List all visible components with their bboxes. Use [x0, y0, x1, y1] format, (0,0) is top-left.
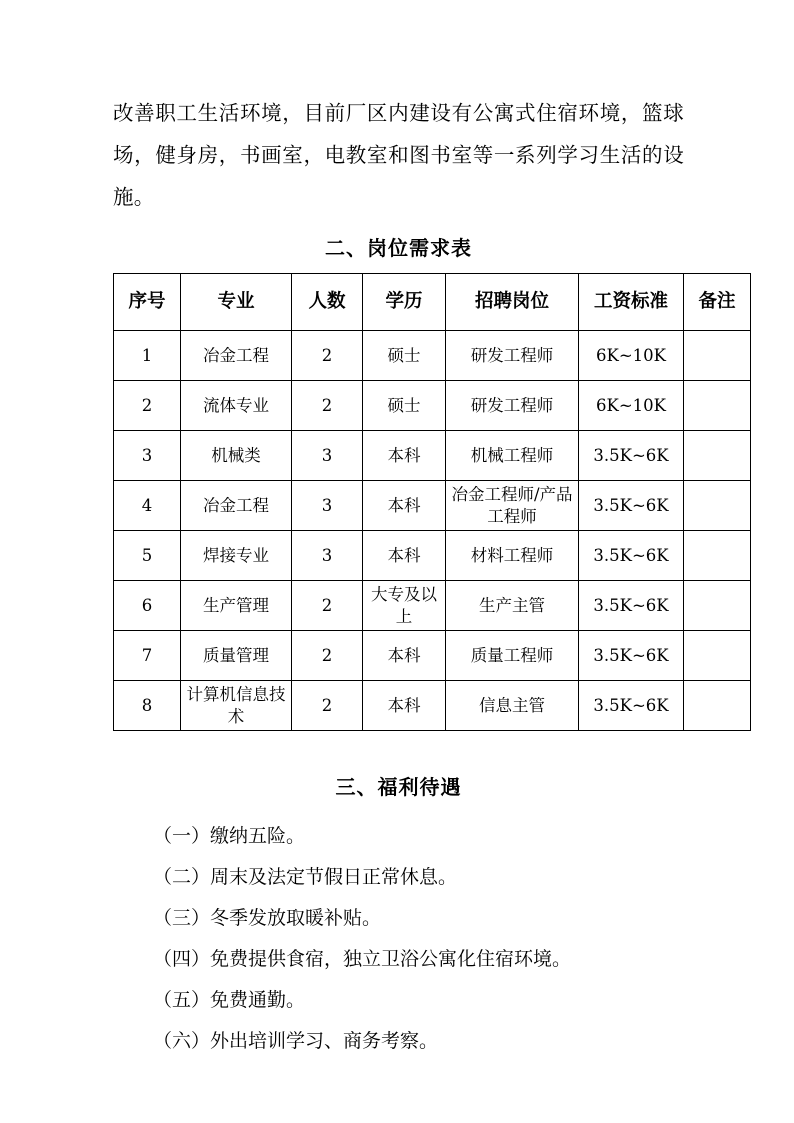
cell-salary: 3.5K~6K — [579, 581, 684, 631]
cell-salary: 6K~10K — [579, 331, 684, 381]
cell-remark — [684, 381, 751, 431]
cell-remark — [684, 681, 751, 731]
cell-major: 流体专业 — [181, 381, 292, 431]
table-body — [114, 331, 751, 731]
table-row — [114, 331, 751, 381]
cell-post: 材料工程师 — [446, 531, 579, 581]
cell-major: 计算机信息技术 — [181, 681, 292, 731]
benefit-item: （四）免费提供食宿，独立卫浴公寓化住宿环境。 — [153, 948, 572, 970]
cell-remark — [684, 431, 751, 481]
cell-major: 冶金工程 — [181, 481, 292, 531]
cell-education: 硕士 — [363, 331, 446, 381]
job-requirements-table — [113, 273, 751, 731]
benefit-item: （二）周末及法定节假日正常休息。 — [153, 866, 458, 888]
cell-count: 3 — [292, 481, 363, 531]
cell-count: 2 — [292, 581, 363, 631]
benefit-item: （五）免费通勤。 — [153, 989, 306, 1011]
cell-salary: 3.5K~6K — [579, 481, 684, 531]
section-title-job-table: 二、岗位需求表 — [325, 236, 472, 260]
cell-education: 本科 — [363, 631, 446, 681]
cell-major: 焊接专业 — [181, 531, 292, 581]
table-row — [114, 581, 751, 631]
cell-post: 研发工程师 — [446, 381, 579, 431]
cell-count: 2 — [292, 331, 363, 381]
cell-salary: 3.5K~6K — [579, 631, 684, 681]
cell-post: 质量工程师 — [446, 631, 579, 681]
cell-remark — [684, 631, 751, 681]
cell-remark — [684, 331, 751, 381]
header-education: 学历 — [363, 274, 446, 331]
cell-major: 质量管理 — [181, 631, 292, 681]
header-count: 人数 — [292, 274, 363, 331]
cell-remark — [684, 481, 751, 531]
header-no: 序号 — [114, 274, 181, 331]
cell-education: 本科 — [363, 531, 446, 581]
benefit-item: （三）冬季发放取暖补贴。 — [153, 907, 382, 929]
cell-no: 5 — [114, 531, 181, 581]
cell-major: 机械类 — [181, 431, 292, 481]
cell-count: 2 — [292, 381, 363, 431]
cell-remark — [684, 581, 751, 631]
cell-post: 冶金工程师/产品工程师 — [446, 481, 579, 531]
cell-post: 机械工程师 — [446, 431, 579, 481]
cell-count: 3 — [292, 531, 363, 581]
table-row — [114, 381, 751, 431]
cell-count: 2 — [292, 681, 363, 731]
cell-education: 本科 — [363, 431, 446, 481]
cell-salary: 6K~10K — [579, 381, 684, 431]
cell-education: 本科 — [363, 681, 446, 731]
cell-salary: 3.5K~6K — [579, 681, 684, 731]
section-title-benefits: 三、福利待遇 — [335, 775, 462, 799]
cell-no: 2 — [114, 381, 181, 431]
table-row — [114, 531, 751, 581]
cell-remark — [684, 531, 751, 581]
cell-no: 6 — [114, 581, 181, 631]
cell-major: 生产管理 — [181, 581, 292, 631]
cell-post: 研发工程师 — [446, 331, 579, 381]
table-row — [114, 481, 751, 531]
cell-education: 大专及以上 — [363, 581, 446, 631]
table-row — [114, 631, 751, 681]
header-major: 专业 — [181, 274, 292, 331]
cell-post: 信息主管 — [446, 681, 579, 731]
table-header — [114, 274, 751, 331]
benefit-item: （一）缴纳五险。 — [153, 825, 306, 847]
cell-no: 7 — [114, 631, 181, 681]
header-salary: 工资标准 — [579, 274, 684, 331]
benefit-item: （六）外出培训学习、商务考察。 — [153, 1030, 439, 1052]
cell-no: 4 — [114, 481, 181, 531]
cell-no: 3 — [114, 431, 181, 481]
cell-major: 冶金工程 — [181, 331, 292, 381]
cell-education: 本科 — [363, 481, 446, 531]
intro-paragraph: 改善职工生活环境，目前厂区内建设有公寓式住宿环境，篮球场，健身房，书画室，电教室和图书室等一系列学习生活的设施。 — [113, 101, 684, 209]
cell-post: 生产主管 — [446, 581, 579, 631]
header-post: 招聘岗位 — [446, 274, 579, 331]
cell-salary: 3.5K~6K — [579, 431, 684, 481]
table-row — [114, 431, 751, 481]
table-header-row — [114, 274, 751, 331]
cell-no: 8 — [114, 681, 181, 731]
cell-count: 3 — [292, 431, 363, 481]
table-row — [114, 681, 751, 731]
cell-education: 硕士 — [363, 381, 446, 431]
header-remark: 备注 — [684, 274, 751, 331]
cell-count: 2 — [292, 631, 363, 681]
cell-salary: 3.5K~6K — [579, 531, 684, 581]
cell-no: 1 — [114, 331, 181, 381]
